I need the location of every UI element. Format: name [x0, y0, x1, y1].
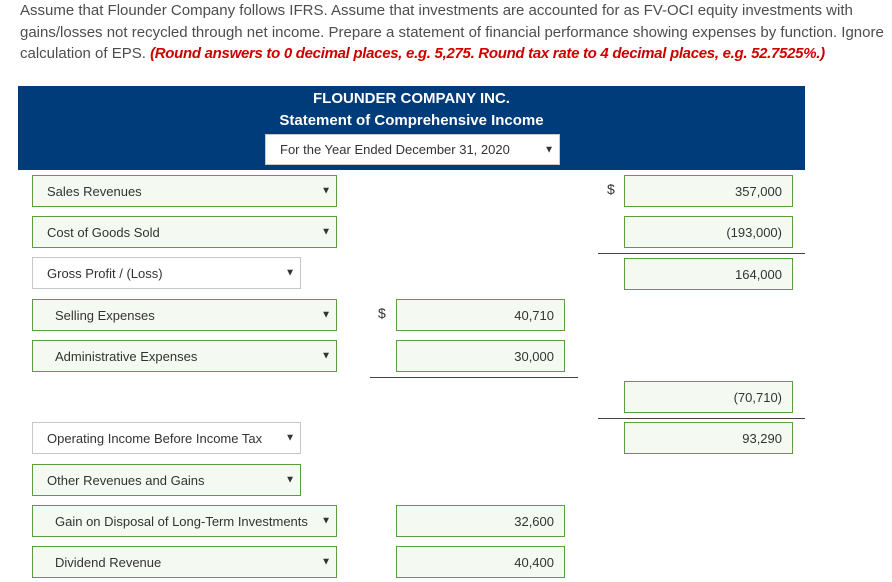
gain-on-disposal-label: Gain on Disposal of Long-Term Investments [55, 513, 308, 529]
selling-expenses-input[interactable]: 40,710 [396, 299, 565, 331]
total-expenses-input[interactable]: (70,710) [624, 381, 793, 413]
period-select[interactable] [265, 134, 560, 165]
chevron-down-icon: ▼ [285, 432, 295, 444]
other-revenues-select[interactable] [32, 464, 301, 496]
operating-income-select[interactable] [32, 422, 301, 454]
administrative-expenses-select[interactable] [32, 340, 337, 372]
gross-profit-input[interactable]: 164,000 [624, 258, 793, 290]
chevron-down-icon: ▼ [321, 556, 331, 568]
chevron-down-icon: ▼ [285, 474, 295, 486]
chevron-down-icon: ▼ [321, 515, 331, 527]
sales-revenues-select[interactable] [32, 175, 337, 207]
sales-revenues-input[interactable]: 357,000 [624, 175, 793, 207]
subtotal-rule [598, 253, 805, 254]
operating-income-label: Operating Income Before Income Tax [47, 430, 263, 446]
instructions [20, 0, 888, 65]
subtotal-rule [370, 377, 578, 378]
gross-profit-select[interactable] [32, 257, 301, 289]
chevron-down-icon: ▼ [321, 185, 331, 197]
statement-title: Statement of Comprehensive Income [279, 112, 544, 129]
selling-expenses-select[interactable] [32, 299, 337, 331]
subtotal-rule [598, 418, 805, 419]
chevron-down-icon: ▼ [321, 309, 331, 321]
instructions-text: Assume that Flounder Company follows IFRS. Assume that investments are accounted for as FV-OCI equity investments with gains/losses not recycled through net income. Prepare a statement of financial performance showing expenses by function. Ignore calculation of EPS. [20, 2, 884, 62]
administrative-expenses-input[interactable]: 30,000 [396, 340, 565, 372]
chevron-down-icon: ▼ [544, 144, 554, 155]
gross-profit-label: Gross Profit / (Loss) [47, 265, 163, 281]
dividend-revenue-input[interactable]: 40,400 [396, 546, 565, 578]
dividend-revenue-label: Dividend Revenue [55, 554, 162, 570]
statement-header [18, 86, 805, 170]
cost-of-goods-sold-label: Cost of Goods Sold [47, 224, 160, 240]
rounding-note: (Round answers to 0 decimal places, e.g. 5,275. Round tax rate to 4 decimal places, e.g. 52.7525%.) [150, 45, 825, 62]
gain-on-disposal-select[interactable] [32, 505, 337, 537]
dollar-sign: $ [378, 305, 386, 321]
chevron-down-icon: ▼ [321, 226, 331, 238]
company-name: FLOUNDER COMPANY INC. [313, 90, 510, 107]
administrative-expenses-label: Administrative Expenses [55, 348, 198, 364]
chevron-down-icon: ▼ [321, 350, 331, 362]
period-select-value: For the Year Ended December 31, 2020 [280, 142, 510, 157]
cost-of-goods-sold-input[interactable]: (193,000) [624, 216, 793, 248]
gain-on-disposal-input[interactable]: 32,600 [396, 505, 565, 537]
dividend-revenue-select[interactable] [32, 546, 337, 578]
other-revenues-label: Other Revenues and Gains [47, 472, 205, 488]
sales-revenues-label: Sales Revenues [47, 183, 142, 199]
dollar-sign: $ [607, 181, 615, 197]
operating-income-input[interactable]: 93,290 [624, 422, 793, 454]
chevron-down-icon: ▼ [285, 267, 295, 279]
selling-expenses-label: Selling Expenses [55, 307, 155, 323]
cost-of-goods-sold-select[interactable] [32, 216, 337, 248]
